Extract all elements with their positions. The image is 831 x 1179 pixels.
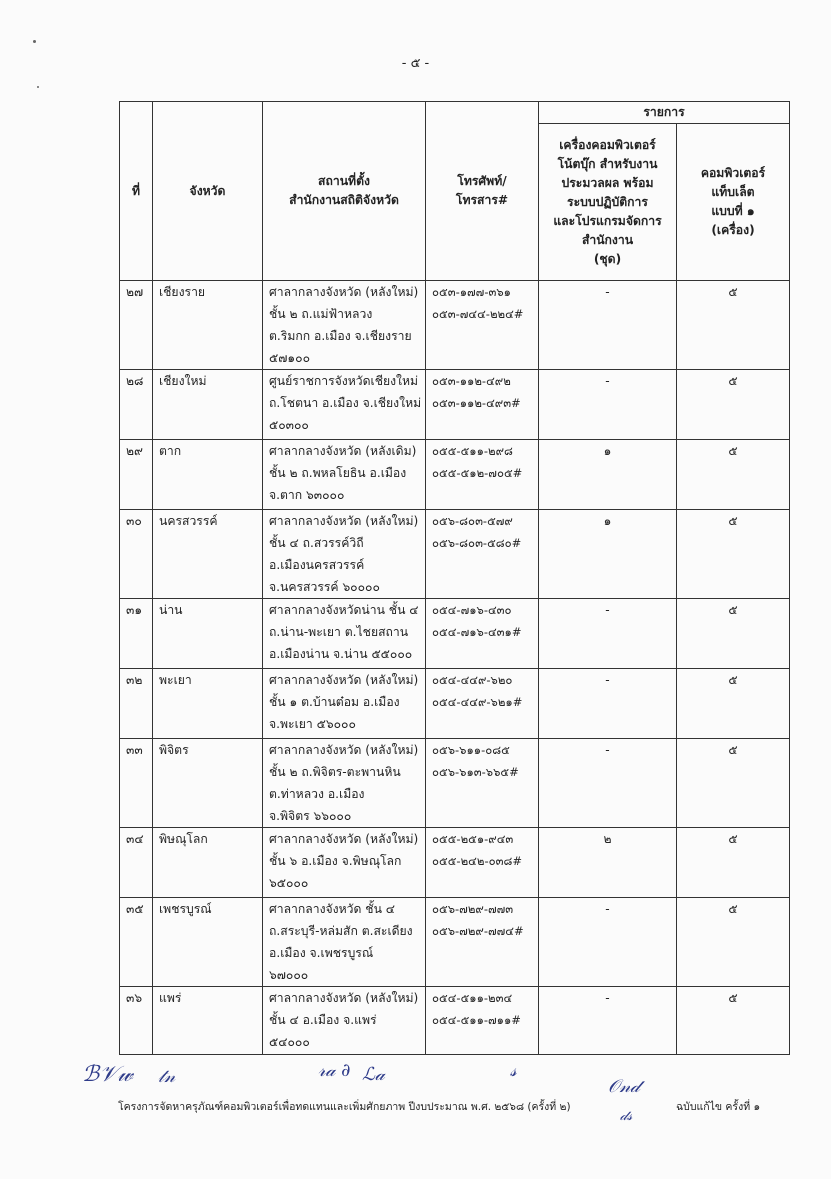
signature-5: 𝓈 <box>510 1060 517 1081</box>
signature-7: 𝒹𝓈 <box>620 1108 633 1124</box>
cell-no: ๓๖ <box>120 987 153 1055</box>
table-row <box>120 440 790 510</box>
cell-province: น่าน <box>153 599 263 669</box>
cell-address: ศูนย์ราชการจังหวัดเชียงใหม่ ถ.โชตนา อ.เมือง จ.เชียงใหม่ ๕๐๓๐๐ <box>263 370 426 440</box>
cell-notebook: - <box>539 281 677 370</box>
cell-address: ศาลากลางจังหวัด (หลังใหม่) ชั้น ๔ อ.เมือง จ.แพร่ ๕๔๐๐๐ <box>263 987 426 1055</box>
table-row <box>120 281 790 370</box>
table-row <box>120 987 790 1055</box>
equipment-table <box>119 101 790 1055</box>
header-no: ที่ <box>120 102 153 281</box>
cell-phone: ๐๕๔-๗๑๖-๔๓๐ ๐๕๔-๗๑๖-๔๓๑# <box>426 599 539 669</box>
cell-tablet: ๕ <box>677 370 790 440</box>
signature-3: 𝓇𝒶 ∂ <box>318 1060 351 1081</box>
cell-tablet: ๕ <box>677 987 790 1055</box>
cell-no: ๓๒ <box>120 669 153 739</box>
cell-tablet: ๕ <box>677 281 790 370</box>
header-tablet: คอมพิวเตอร์ แท็บเล็ต แบบที่ ๑ (เครื่อง) <box>677 124 790 281</box>
signature-1: ℬ𝒱𝓌 <box>82 1062 133 1087</box>
signature-4: ℒ𝒶 <box>362 1064 385 1085</box>
page-number: - ๕ - <box>401 56 430 71</box>
cell-phone: ๐๕๔-๕๑๑-๒๓๔ ๐๕๔-๕๑๑-๗๑๑# <box>426 987 539 1055</box>
signature-6: 𝒪𝓃𝒹 <box>608 1076 640 1097</box>
cell-notebook: ๑ <box>539 510 677 599</box>
cell-address: ศาลากลางจังหวัด (หลังใหม่) ชั้น ๒ ถ.พิจิตร-ตะพานหิน ต.ท่าหลวง อ.เมือง จ.พิจิตร ๖๖๐๐๐ <box>263 739 426 828</box>
cell-no: ๓๕ <box>120 898 153 987</box>
cell-tablet: ๕ <box>677 898 790 987</box>
cell-address: ศาลากลางจังหวัด (หลังใหม่) ชั้น ๑ ต.บ้านต๋อม อ.เมือง จ.พะเยา ๕๖๐๐๐ <box>263 669 426 739</box>
cell-tablet: ๕ <box>677 510 790 599</box>
cell-province: เชียงราย <box>153 281 263 370</box>
signature-2: 𝓉𝓃 <box>158 1066 176 1087</box>
cell-notebook: - <box>539 739 677 828</box>
footer-project: โครงการจัดหาครุภัณฑ์คอมพิวเตอร์เพื่อทดแทนและเพิ่มศักยภาพ ปีงบประมาณ พ.ศ. ๒๕๖๘ (ครั้งที่ ๒) <box>118 1101 571 1113</box>
header-items: รายการ <box>539 102 790 124</box>
cell-phone: ๐๕๓-๑๑๒-๔๙๒ ๐๕๓-๑๑๒-๔๙๓# <box>426 370 539 440</box>
cell-phone: ๐๕๖-๖๑๑-๐๘๕ ๐๕๖-๖๑๓-๖๖๕# <box>426 739 539 828</box>
cell-no: ๓๐ <box>120 510 153 599</box>
cell-tablet: ๕ <box>677 440 790 510</box>
cell-address: ศาลากลางจังหวัด (หลังเดิม) ชั้น ๒ ถ.พหลโยธิน อ.เมือง จ.ตาก ๖๓๐๐๐ <box>263 440 426 510</box>
table-row <box>120 370 790 440</box>
header-notebook: เครื่องคอมพิวเตอร์ โน้ตบุ๊ก สำหรับงาน ประมวลผล พร้อม ระบบปฏิบัติการ และโปรแกรมจัดการ สำนักงาน (ชุด) <box>539 124 677 281</box>
cell-notebook: - <box>539 987 677 1055</box>
table-row <box>120 510 790 599</box>
cell-tablet: ๕ <box>677 669 790 739</box>
header-phone: โทรศัพท์/ โทรสาร# <box>426 102 539 281</box>
cell-address: ศาลากลางจังหวัดน่าน ชั้น ๔ ถ.น่าน-พะเยา ต.ไชยสถาน อ.เมืองน่าน จ.น่าน ๕๕๐๐๐ <box>263 599 426 669</box>
cell-phone: ๐๕๕-๒๕๑-๙๔๓ ๐๕๕-๒๔๒-๐๓๘# <box>426 828 539 898</box>
cell-phone: ๐๕๕-๕๑๑-๒๙๘ ๐๕๕-๕๑๒-๗๐๕# <box>426 440 539 510</box>
cell-address: ศาลากลางจังหวัด (หลังใหม่) ชั้น ๔ ถ.สวรรค์วิถี อ.เมืองนครสวรรค์ จ.นครสวรรค์ ๖๐๐๐๐ <box>263 510 426 599</box>
cell-address: ศาลากลางจังหวัด ชั้น ๔ ถ.สระบุรี-หล่มสัก ต.สะเดียง อ.เมือง จ.เพชรบูรณ์ ๖๗๐๐๐ <box>263 898 426 987</box>
cell-notebook: ๒ <box>539 828 677 898</box>
cell-tablet: ๕ <box>677 739 790 828</box>
cell-notebook: ๑ <box>539 440 677 510</box>
table-row <box>120 898 790 987</box>
cell-address: ศาลากลางจังหวัด (หลังใหม่) ชั้น ๒ ถ.แม่ฟ้าหลวง ต.ริมกก อ.เมือง จ.เชียงราย ๕๗๑๐๐ <box>263 281 426 370</box>
cell-province: แพร่ <box>153 987 263 1055</box>
cell-no: ๓๓ <box>120 739 153 828</box>
cell-no: ๒๘ <box>120 370 153 440</box>
header-location: สถานที่ตั้ง สำนักงานสถิติจังหวัด <box>263 102 426 281</box>
cell-notebook: - <box>539 898 677 987</box>
cell-no: ๓๔ <box>120 828 153 898</box>
footer-revision: ฉบับแก้ไข ครั้งที่ ๑ <box>676 1101 761 1113</box>
scan-speck <box>37 86 39 88</box>
cell-phone: ๐๕๖-๗๒๙-๗๗๓ ๐๕๖-๗๒๙-๗๗๔# <box>426 898 539 987</box>
cell-notebook: - <box>539 370 677 440</box>
header-province: จังหวัด <box>153 102 263 281</box>
table-row <box>120 669 790 739</box>
cell-notebook: - <box>539 599 677 669</box>
table-row <box>120 828 790 898</box>
scan-speck <box>33 40 36 43</box>
cell-province: พิจิตร <box>153 739 263 828</box>
cell-tablet: ๕ <box>677 599 790 669</box>
cell-province: เชียงใหม่ <box>153 370 263 440</box>
cell-province: ตาก <box>153 440 263 510</box>
cell-notebook: - <box>539 669 677 739</box>
table-row <box>120 599 790 669</box>
cell-address: ศาลากลางจังหวัด (หลังใหม่) ชั้น ๖ อ.เมือง จ.พิษณุโลก ๖๕๐๐๐ <box>263 828 426 898</box>
cell-phone: ๐๕๖-๘๐๓-๕๗๙ ๐๕๖-๘๐๓-๕๘๐# <box>426 510 539 599</box>
cell-tablet: ๕ <box>677 828 790 898</box>
table-row <box>120 739 790 828</box>
cell-phone: ๐๕๓-๑๗๗-๓๖๑ ๐๕๓-๗๔๔-๒๒๔# <box>426 281 539 370</box>
cell-province: นครสวรรค์ <box>153 510 263 599</box>
cell-province: เพชรบูรณ์ <box>153 898 263 987</box>
cell-no: ๓๑ <box>120 599 153 669</box>
cell-province: พะเยา <box>153 669 263 739</box>
cell-no: ๒๙ <box>120 440 153 510</box>
cell-phone: ๐๕๔-๔๔๙-๖๒๐ ๐๕๔-๔๔๙-๖๒๑# <box>426 669 539 739</box>
cell-no: ๒๗ <box>120 281 153 370</box>
cell-province: พิษณุโลก <box>153 828 263 898</box>
